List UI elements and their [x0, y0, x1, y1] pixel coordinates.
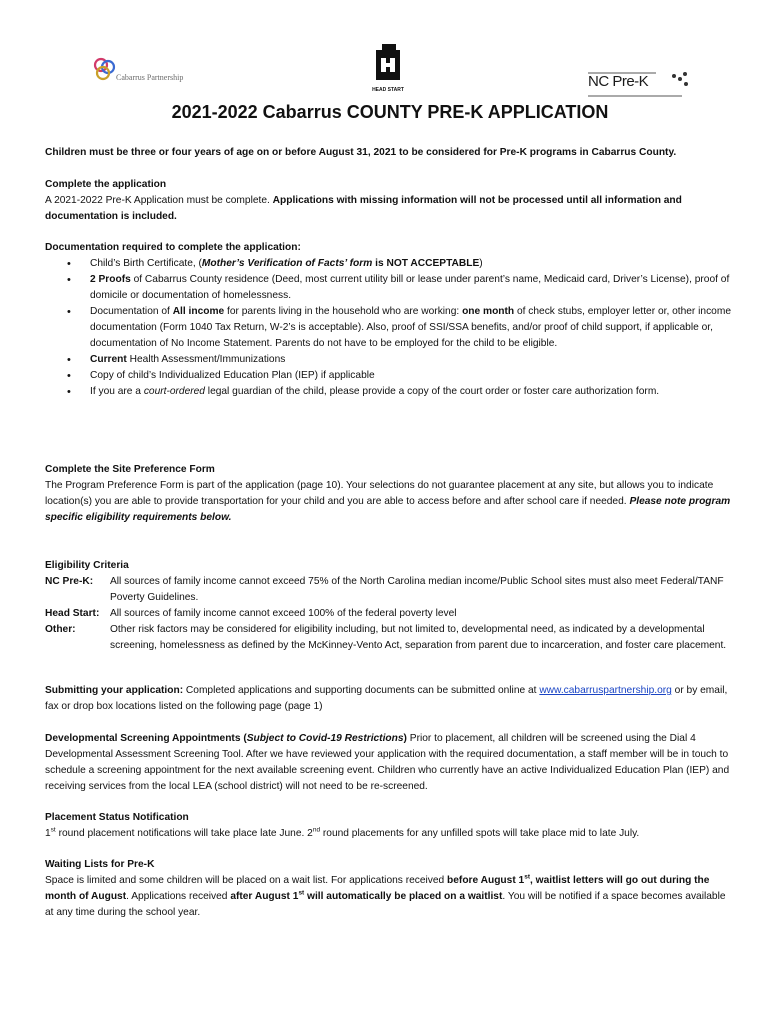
list-item: • Current Health Assessment/Immunizations [45, 352, 735, 368]
complete-text: A 2021-2022 Pre-K Application must be complete. Applications with missing information will not be processed until all information and documentation is included. [45, 195, 682, 222]
list-item: • Documentation of All income for parents living in the household who are working: one month of check stubs, employer letter or, other income documentation (Form 1040 Tax Return, W-2’s is acceptable). Also, proof of SSI/SSA benefits, and/or proof of child support, if applicable or, documentation of No Income Statement. Parents do not have to be employed for the child to be eligible. [45, 304, 735, 352]
logo-right-text: NC Pre-K [588, 73, 649, 90]
screening-text: Developmental Screening Appointments (Subject to Covid-19 Restrictions) Prior to placement, all children will be screened using the Dial 4 Developmental Assessment Screening Tool. After we have reviewed your application with the required documentation, a staff member will be in touch to schedule a screening appointment for the next available screening event. Children who currently have an active Individualized Education Plan (IEP) and receiving services from the local LEA (school district) will not need to be re-screened. [45, 733, 730, 792]
documentation-heading: Documentation required to complete the application: [45, 242, 301, 253]
placement-section [45, 810, 735, 842]
head-start-logo [370, 44, 406, 92]
submitting-text: Submitting your application: Completed applications and supporting documents can be submitted online at www.cabarruspartnership.org or by email, fax or drop box locations listed on the following page (page 1) [45, 685, 728, 712]
eligibility-head-start: Head Start: All sources of family income cannot exceed 100% of the federal poverty level [45, 608, 457, 619]
header-logos [0, 0, 770, 100]
intro-text: Children must be three or four years of age on or before August 31, 2021 to be considered for Pre-K programs in Cabarrus County. [45, 147, 677, 158]
waiting-list-heading: Waiting Lists for Pre-K [45, 859, 155, 870]
partnership-link[interactable]: www.cabarruspartnership.org [539, 685, 672, 696]
site-preference-heading: Complete the Site Preference Form [45, 464, 215, 475]
documentation-section [45, 240, 735, 400]
logo-mid-text: HEAD START [372, 87, 404, 93]
nc-pre-k-logo [586, 70, 696, 100]
placement-heading: Placement Status Notification [45, 812, 189, 823]
page-title: 2021-2022 Cabarrus COUNTY PRE-K APPLICATION [171, 102, 609, 122]
site-preference-section [45, 462, 735, 526]
waiting-list-section [45, 857, 735, 921]
cabarrus-partnership-logo [92, 52, 212, 88]
list-item: • If you are a court-ordered legal guardian of the child, please provide a copy of the court order or foster care authorization form. [45, 384, 735, 400]
screening-section [45, 731, 735, 795]
eligibility-section [45, 558, 735, 654]
placement-text: 1st round placement notifications will take place late June. 2nd round placements for any unfilled spots will take place mid to late July. [45, 826, 640, 839]
list-item: • 2 Proofs of Cabarrus County residence (Deed, most current utility bill or lease under parent’s name, Medicaid card, Driver’s License), proof of domicile or documentation of homelessness. [45, 272, 735, 304]
eligibility-other: Other: Other risk factors may be considered for eligibility including, but not limited to, developmental need, as indicated by a developmental screening, homelessness as defined by the McKinney-Vento Act, separation from parent due to incarceration, and foster care placement. [45, 624, 727, 651]
complete-section [45, 177, 735, 225]
documentation-list [45, 256, 735, 400]
eligibility-nc-prek: NC Pre-K: All sources of family income cannot exceed 75% of the North Carolina median income/Public School sites must also meet Federal/TANF Poverty Guidelines. [45, 576, 724, 603]
eligibility-heading: Eligibility Criteria [45, 560, 129, 571]
list-item: • Copy of child’s Individualized Education Plan (IEP) if applicable [45, 368, 735, 384]
waiting-list-text: Space is limited and some children will be placed on a wait list. For applications received before August 1st, waitlist letters will go out during the month of August. Applications received after August 1st will automatically be placed on a waitlist. You will be notified if a space becomes available at any time during the school year. [45, 873, 726, 918]
submitting-section [45, 683, 735, 715]
list-item: • Child’s Birth Certificate, (Mother’s Verification of Facts’ form is NOT ACCEPTABLE) [45, 256, 735, 272]
logo-left-text: Cabarrus Partnership [116, 73, 184, 82]
complete-heading: Complete the application [45, 179, 167, 190]
site-preference-text: The Program Preference Form is part of the application (page 10). Your selections do not guarantee placement at any site, but allows you to indicate location(s) you are able to provide transportation for your child and you are able to access before and after school care if needed. Please note program specific eligibility requirements below. [45, 480, 731, 523]
